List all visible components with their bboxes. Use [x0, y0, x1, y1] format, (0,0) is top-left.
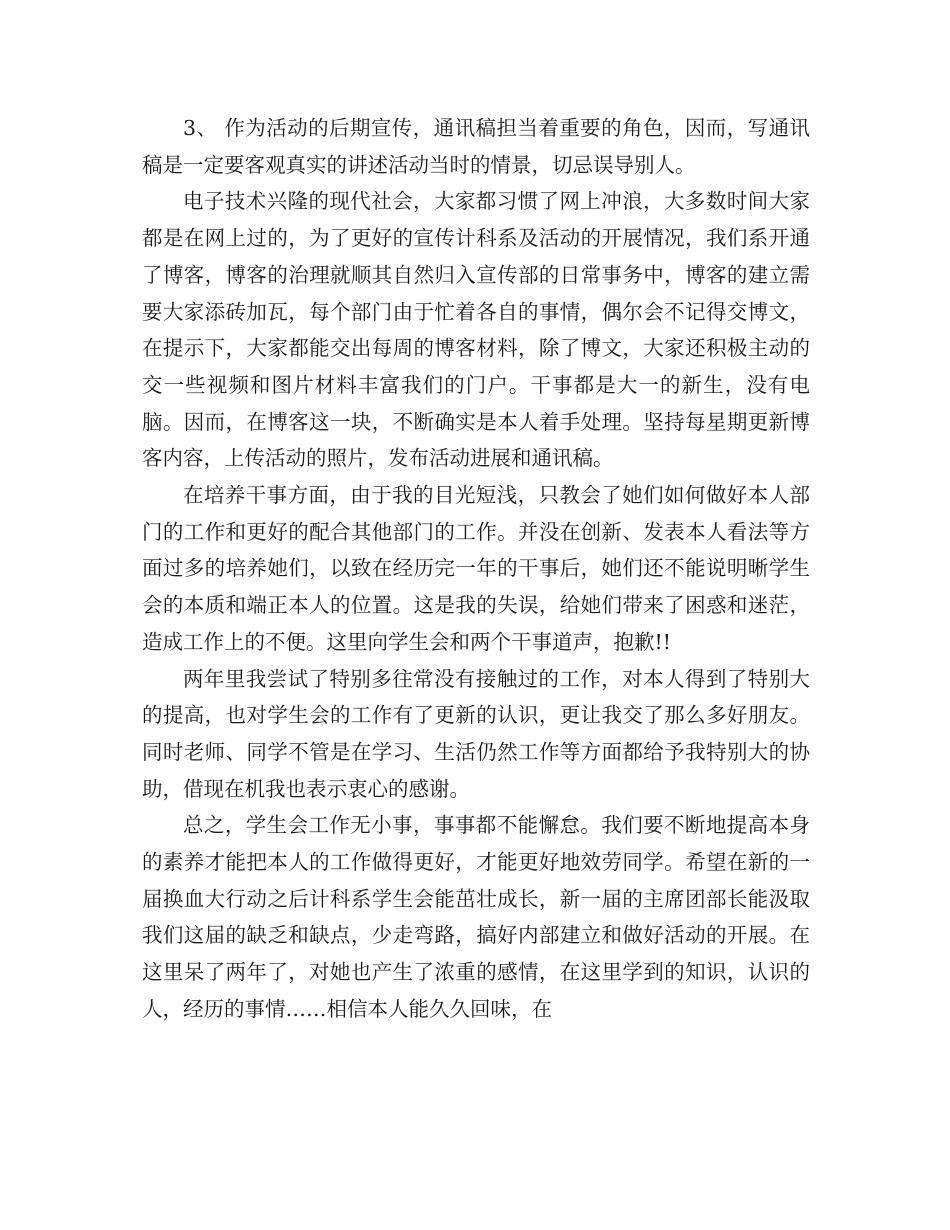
paragraph-5: 总之，学生会工作无小事，事事都不能懈怠。我们要不断地提高本身的素养才能把本人的工作做得更好，才能更好地效劳同学。希望在新的一届换血大行动之后计科系学生会能茁壮成长，新一届的主席团部长能汲取我们这届的缺乏和缺点，少走弯路，搞好内部建立和做好活动的开展。在这里呆了两年了，对她也产生了浓重的感情，在这里学到的知识，认识的人，经历的事情……相信本人能久久回味，在	[142, 813, 810, 1021]
document-body	[142, 110, 810, 1028]
paragraph-4: 两年里我尝试了特别多往常没有接触过的工作，对本人得到了特别大的提高，也对学生会的工作有了更新的认识，更让我交了那么多好朋友。同时老师、同学不管是在学习、生活仍然工作等方面都给予我特别大的协助，借现在机我也表示衷心的感谢。	[142, 666, 810, 801]
paragraph-2: 电子技术兴隆的现代社会，大家都习惯了网上冲浪，大多数时间大家都是在网上过的，为了更好的宣传计科系及活动的开展情况，我们系开通了博客，博客的治理就顺其自然归入宣传部的日常事务中，博客的建立需要大家添砖加瓦，每个部门由于忙着各自的事情，偶尔会不记得交博文，在提示下，大家都能交出每周的博客材料，除了博文，大家还积极主动的交一些视频和图片材料丰富我们的门户。干事都是大一的新生，没有电脑。因而，在博客这一块，不断确实是本人着手处理。坚持每星期更新博客内容，上传活动的照片，发布活动进展和通讯稿。	[142, 189, 810, 471]
paragraph-1: 3、 作为活动的后期宣传，通讯稿担当着重要的角色，因而，写通讯稿是一定要客观真实的讲述活动当时的情景，切忌误导别人。	[142, 116, 810, 177]
paragraph-3: 在培养干事方面，由于我的目光短浅，只教会了她们如何做好本人部门的工作和更好的配合其他部门的工作。并没在创新、发表本人看法等方面过多的培养她们，以致在经历完一年的干事后，她们还不能说明晰学生会的本质和端正本人的位置。这是我的失误，给她们带来了困惑和迷茫，造成工作上的不便。这里向学生会和两个干事道声，抱歉!!	[142, 483, 810, 654]
